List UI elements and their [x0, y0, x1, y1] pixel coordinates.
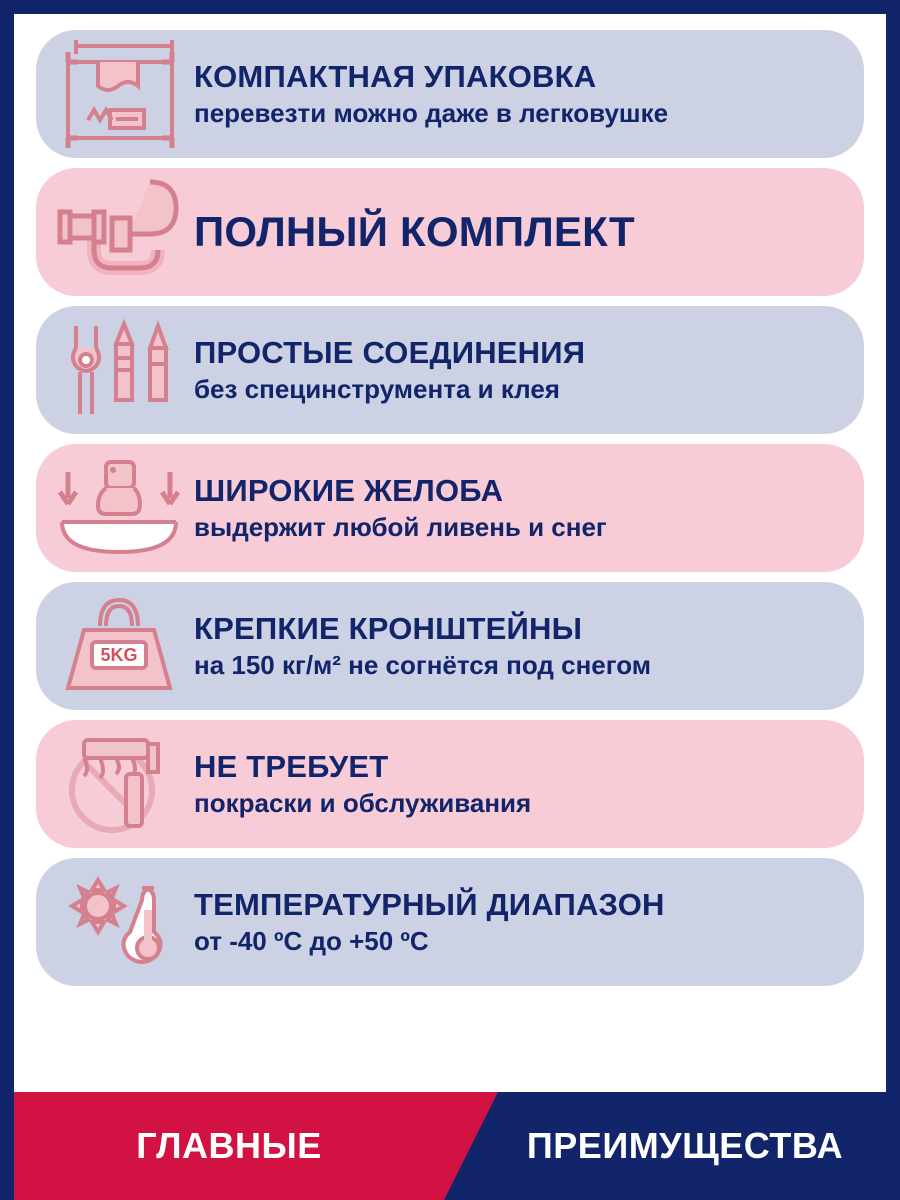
no-paint-roller-icon — [44, 724, 194, 844]
banner-left-panel — [14, 1092, 444, 1200]
tools-icon — [44, 310, 194, 430]
feature-title: ПРОСТЫЕ СОЕДИНЕНИЯ — [194, 334, 586, 370]
feature-texts — [194, 58, 669, 128]
feature-title: КОМПАКТНАЯ УПАКОВКА — [194, 58, 597, 94]
feature-row-wide-gutters — [36, 444, 864, 572]
feature-subtitle: без специнструмента и клея — [194, 373, 560, 404]
feature-title: ТЕМПЕРАТУРНЫЙ ДИАПАЗОН — [194, 886, 665, 922]
feature-subtitle: от -40 ºC до +50 ºC — [194, 925, 429, 956]
feature-subtitle: покраски и обслуживания — [194, 787, 532, 818]
feature-subtitle: перевезти можно даже в легковушке — [194, 97, 669, 128]
banner-right-panel — [444, 1092, 886, 1200]
bottom-banner — [14, 1092, 886, 1200]
feature-row-temperature-range — [36, 858, 864, 986]
feature-title: ПОЛНЫЙ КОМПЛЕКТ — [194, 207, 635, 255]
feature-texts — [194, 334, 586, 404]
feature-texts — [194, 207, 635, 255]
feature-subtitle: на 150 кг/м² не согнётся под снегом — [194, 649, 651, 680]
pipes-icon — [44, 172, 194, 292]
feature-row-compact-packaging — [36, 30, 864, 158]
banner-left-text: ГЛАВНЫЕ — [136, 1125, 322, 1166]
sun-thermometer-icon — [44, 862, 194, 982]
feature-texts — [194, 472, 607, 542]
feature-row-simple-connections — [36, 306, 864, 434]
feature-subtitle: выдержит любой ливень и снег — [194, 511, 607, 542]
feature-texts — [194, 748, 532, 818]
weight-5kg-icon — [44, 586, 194, 706]
wide-gutter-icon — [44, 448, 194, 568]
feature-texts — [194, 610, 651, 680]
features-list — [14, 14, 886, 996]
feature-title: ШИРОКИЕ ЖЕЛОБА — [194, 472, 504, 508]
weight-label: 5KG — [100, 645, 138, 665]
banner-right-text: ПРЕИМУЩЕСТВА — [526, 1125, 844, 1166]
feature-row-strong-brackets — [36, 582, 864, 710]
feature-title: КРЕПКИЕ КРОНШТЕЙНЫ — [194, 610, 583, 646]
feature-row-no-painting — [36, 720, 864, 848]
feature-texts — [194, 886, 665, 956]
feature-title: НЕ ТРЕБУЕТ — [194, 748, 389, 784]
feature-row-full-set — [36, 168, 864, 296]
cardboard-box-icon — [44, 34, 194, 154]
